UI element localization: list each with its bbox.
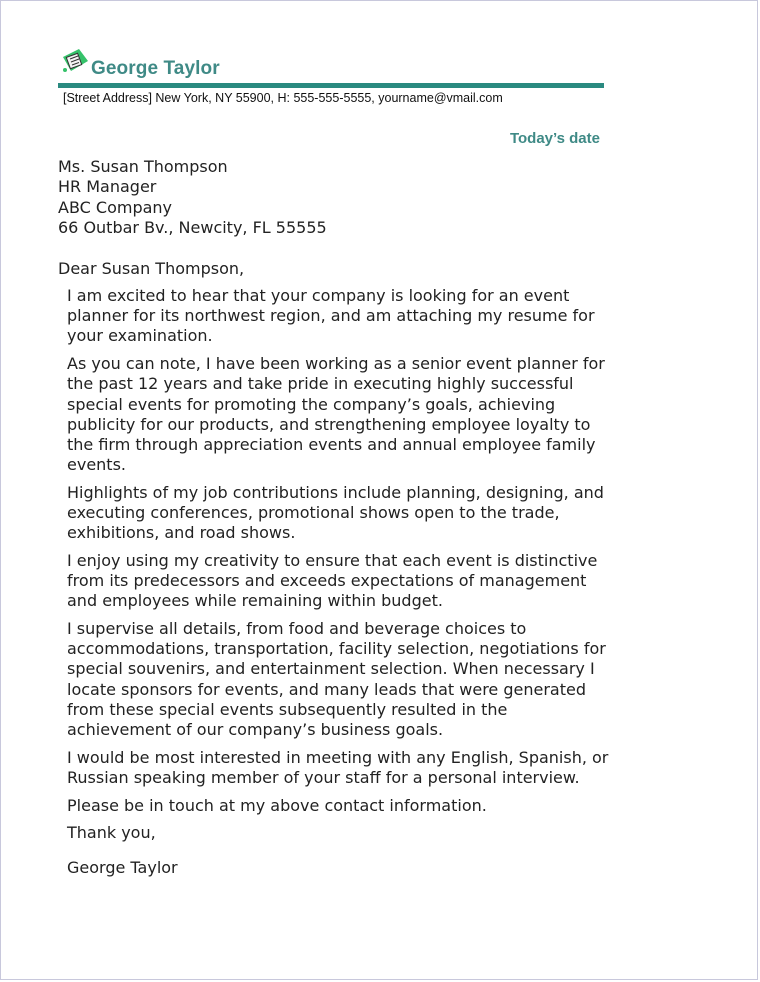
letter-body (67, 286, 612, 878)
body-paragraph: Highlights of my job contributions include planning, designing, and executing conferences, promotional shows open to the trade, exhibitions, and road shows. (67, 482, 604, 543)
notepad-logo-icon (61, 47, 89, 75)
body-paragraph: I would be most interested in meeting with any English, Spanish, or Russian speaking member of your staff for a personal interview. (67, 747, 609, 787)
body-paragraph: I enjoy using my creativity to ensure that each event is distinctive from its predecessors and exceeds expectations of management and employees while remaining within budget. (67, 550, 598, 611)
signature: George Taylor (67, 857, 178, 877)
body-paragraph: As you can note, I have been working as a senior event planner for the past 12 years and take pride in executing highly successful special events for promoting the company’s goals, achieving publicity for our products, and strengthening employee loyalty to the firm through appreciation events and annual employee family events. (67, 354, 605, 475)
header-divider (58, 83, 604, 88)
recipient-block (58, 157, 327, 239)
body-paragraph: I supervise all details, from food and beverage choices to accommodations, transportation, facility selection, negotiations for special souvenirs, and entertainment selection. When necessary I locate sponsors for events, and many leads that were generated from these special events subsequently resulted in the achievement of our company’s business goals. (67, 619, 606, 740)
body-paragraph: I am excited to hear that your company is looking for an event planner for its northwest region, and am attaching my resume for your examination. (67, 286, 595, 346)
sender-contact: [Street Address] New York, NY 55900, H: 555-555-5555, yourname@vmail.com (63, 91, 503, 105)
recipient-name: Ms. Susan Thompson (58, 157, 228, 176)
sender-name: George Taylor (91, 58, 220, 79)
salutation: Dear Susan Thompson, (58, 259, 245, 278)
letter-date: Today’s date (509, 130, 600, 147)
body-paragraph: Please be in touch at my above contact information. (67, 795, 487, 815)
recipient-title: HR Manager (58, 177, 157, 197)
closing: Thank you, (67, 823, 156, 843)
recipient-address: 66 Outbar Bv., Newcity, FL 55555 (58, 218, 327, 238)
recipient-company: ABC Company (58, 197, 173, 217)
